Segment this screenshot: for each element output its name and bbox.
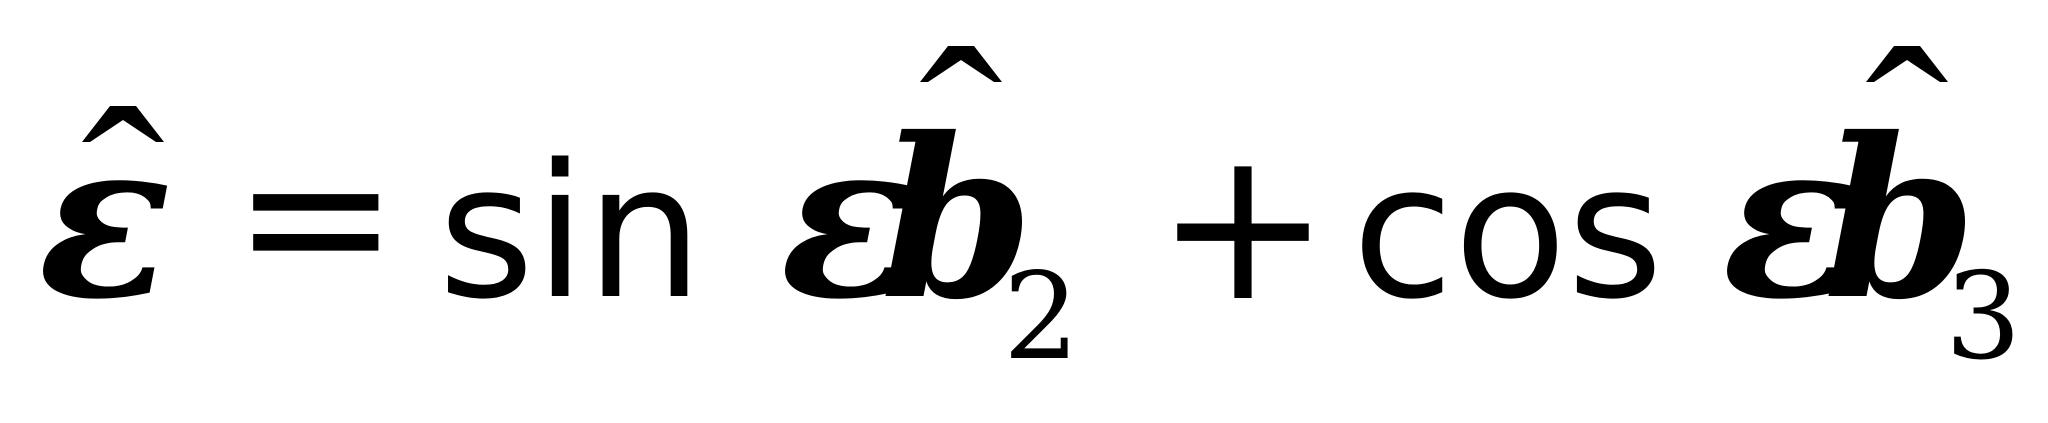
term1 [438, 46, 1079, 387]
term1-b-vector: b [880, 89, 1034, 348]
equals-sign: = [232, 100, 400, 333]
term2-b-vector: b [1823, 89, 1977, 348]
term2-b-hat-icon [1866, 46, 1948, 82]
term2-subscript: 3 [1945, 248, 2022, 387]
lhs-epsilon: ε [38, 89, 172, 348]
sin-function: sin [438, 124, 704, 340]
term1-subscript: 2 [1003, 248, 1080, 387]
term1-b-hat-icon [920, 46, 1002, 82]
term1-epsilon: ε [780, 89, 914, 348]
lhs-epsilon-group [38, 89, 172, 348]
term2-epsilon: ε [1722, 89, 1856, 348]
plus-sign: + [1155, 103, 1331, 348]
term2 [1352, 46, 2021, 387]
cos-function: cos [1352, 124, 1664, 340]
